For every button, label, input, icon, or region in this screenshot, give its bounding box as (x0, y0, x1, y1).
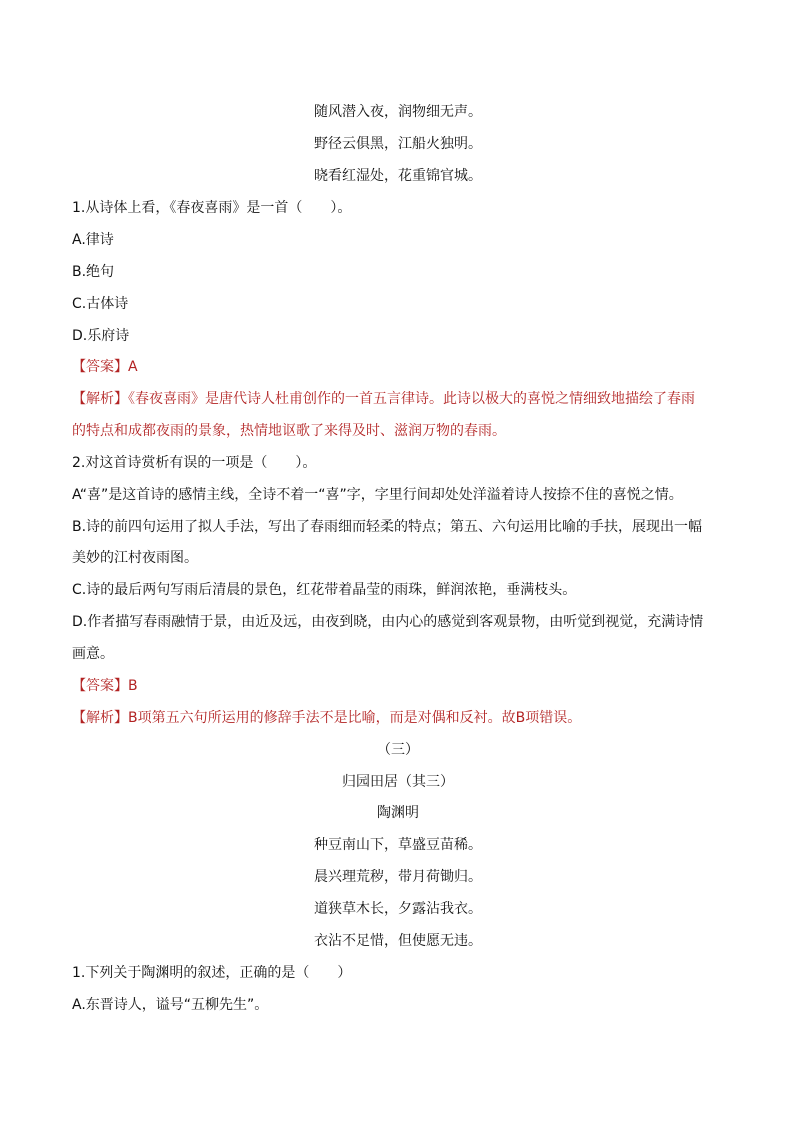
analysis-text: B项第五六句所运用的修辞手法不是比喻，而是对偶和反衬。故B项错误。 (128, 710, 582, 726)
poem-title: 归园田居（其三） (342, 774, 454, 790)
question-3-option-a: A.东晋诗人，谥号“五柳先生”。 (72, 997, 269, 1013)
answer-label: 【答案】 (72, 359, 128, 375)
question-1-analysis-line-2: 的特点和成都夜雨的景象，热情地讴歌了来得及时、滋润万物的春雨。 (72, 423, 506, 439)
question-2-option-d-line-1: D.作者描写春雨融情于景，由近及远，由夜到晓，由内心的感觉到客观景物，由听觉到视觉，充满诗情 (72, 614, 704, 630)
analysis-label: 【解析】 (72, 710, 128, 726)
poem-line-4: 衣沾不足惜，但使愿无违。 (314, 933, 482, 949)
question-2-option-a: A“喜”是这首诗的感情主线，全诗不着一“喜”字，字里行间却处处洋溢着诗人按捺不住的喜悦之情。 (72, 487, 683, 503)
poem-line-3: 道狭草木长，夕露沾我衣。 (314, 901, 482, 917)
question-2-option-b-line-2: 美妙的江村夜雨图。 (72, 550, 198, 566)
poem-line-3: 晓看红湿处，花重锦官城。 (314, 168, 482, 184)
question-1-analysis-line-1 (72, 389, 724, 409)
poem-line-1: 种豆南山下，草盛豆苗稀。 (314, 837, 482, 853)
question-1-option-d: D.乐府诗 (72, 328, 130, 344)
question-2-answer (72, 676, 724, 696)
question-2-option-c: C.诗的最后两句写雨后清晨的景色，红花带着晶莹的雨珠，鲜润浓艳，垂满枝头。 (72, 582, 577, 598)
question-1-option-c: C.古体诗 (72, 296, 129, 312)
poem-line-2: 野径云俱黑，江船火独明。 (314, 136, 482, 152)
question-2-stem: 2.对这首诗赏析有误的一项是（ ）。 (72, 455, 317, 471)
poem-author: 陶渊明 (377, 805, 419, 821)
question-1-option-b: B.绝句 (72, 264, 115, 280)
question-1-answer (72, 357, 724, 377)
answer-label: 【答案】 (72, 678, 128, 694)
answer-value: B (128, 678, 138, 694)
question-3-stem: 1.下列关于陶渊明的叙述，正确的是（ ） (72, 965, 352, 981)
section-number: （三） (377, 742, 419, 758)
question-2-option-b-line-1: B.诗的前四句运用了拟人手法，写出了春雨细而轻柔的特点；第五、六句运用比喻的手扶，展现出一幅 (72, 519, 703, 535)
poem-line-2: 晨兴理荒秽，带月荷锄归。 (314, 869, 482, 885)
question-1-stem: 1.从诗体上看，《春夜喜雨》是一首（ ）。 (72, 200, 352, 216)
poem-line-1: 随风潜入夜，润物细无声。 (314, 104, 482, 120)
analysis-text: 《春夜喜雨》是唐代诗人杜甫创作的一首五言律诗。此诗以极大的喜悦之情细致地描绘了春雨 (128, 391, 695, 407)
answer-value: A (128, 359, 138, 375)
analysis-label: 【解析】 (72, 391, 128, 407)
question-1-option-a: A.律诗 (72, 232, 114, 248)
question-2-analysis (72, 708, 724, 728)
question-2-option-d-line-2: 画意。 (72, 646, 114, 662)
